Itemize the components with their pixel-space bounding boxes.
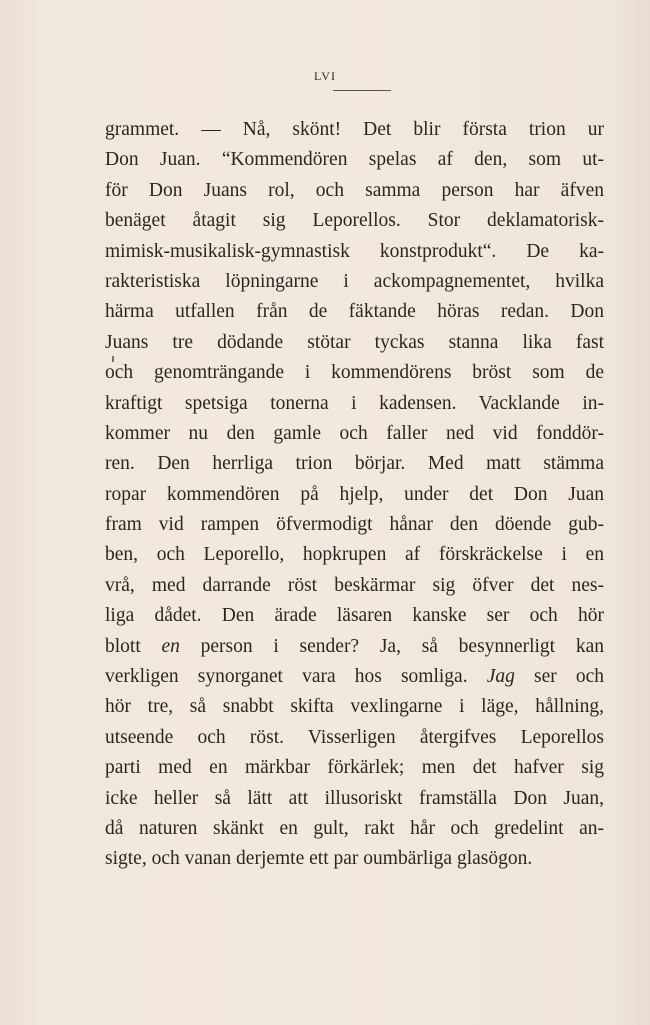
emphasized-word: en [161,635,180,657]
text-line: icke heller så lätt att illusoriskt framställa Don Juan, [105,787,604,809]
text-line: rakteristiska löpningarne i ackompagnementet, hvilka [105,270,604,292]
text-line-last: sigte, och vanan derjemte ett par oumbärliga glasögon. [105,848,533,870]
header-rule [333,90,391,91]
text-line: för Don Juans rol, och samma person har äfven [105,179,604,201]
text-line: och genomträngande i kommendörens bröst som de [105,362,604,384]
text-line: Don Juan. “Kommendören spelas af den, som ut- [105,149,604,171]
text-line: Juans tre dödande stötar tyckas stanna lika fast [105,331,604,353]
text-line: verkligen synorganet vara hos somliga. Jag ser och [105,666,604,688]
text-line: liga dådet. Den ärade läsaren kanske ser och hör [105,605,604,627]
text-line: parti med en märkbar förkärlek; men det hafver sig [105,757,604,779]
page-number-header: LVI [314,69,336,83]
text-line: vrå, med darrande röst beskärmar sig öfver det nes- [105,574,604,596]
text-line: kommer nu den gamle och faller ned vid fonddör- [105,422,604,444]
text-line: mimisk-musikalisk-gymnastisk konstprodukt“. De ka- [105,240,604,262]
text-line: grammet. — Nå, skönt! Det blir första trion ur [105,119,604,140]
emphasized-word: Jag [486,666,515,688]
text-line: fram vid rampen öfvermodigt hånar den döende gub- [105,514,604,536]
text-line: hör tre, så snabbt skifta vexlingarne i läge, hållning, [105,696,604,718]
text-line: benäget åtagit sig Leporellos. Stor deklamatorisk- [105,210,604,232]
text-line: blott en person i sender? Ja, så besynnerligt kan [105,635,604,657]
text-line: då naturen skänkt en gult, rakt hår och gredelint an- [105,817,604,839]
text-line: ben, och Leporello, hopkrupen af förskräckelse i en [105,544,604,566]
body-text [105,115,604,875]
text-line: härma utfallen från de fäktande höras redan. Don [105,301,604,323]
text-line: ropar kommendören på hjelp, under det Don Juan [105,483,604,505]
text-line: ren. Den herrliga trion börjar. Med matt stämma [105,453,604,475]
text-line: utseende och röst. Visserligen återgifves Leporellos [105,726,604,748]
text-line: kraftigt spetsiga tonerna i kadensen. Vacklande in- [105,392,604,414]
